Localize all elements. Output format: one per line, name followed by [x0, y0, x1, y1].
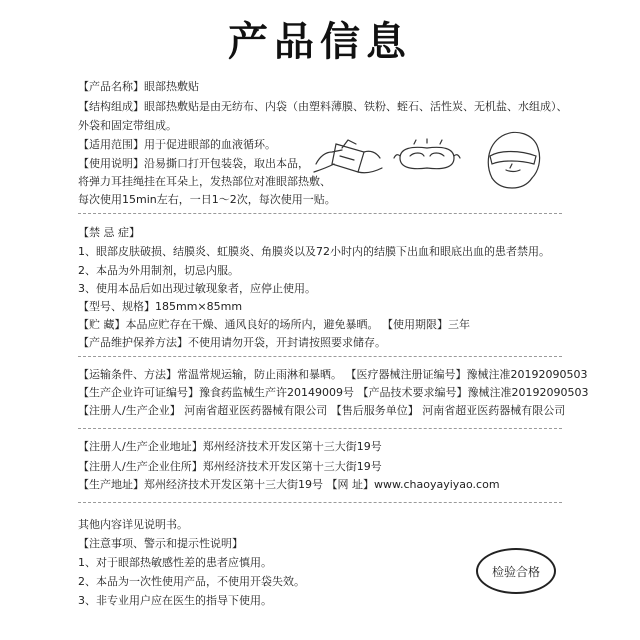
inspection-passed-stamp: 检验合格	[476, 548, 556, 594]
section-divider-2	[78, 356, 562, 357]
scope-line: 【适用范围】用于促进眼部的血液循环。	[78, 138, 276, 151]
production-address-line: 【生产地址】郑州经济技术开发区第十三大街19号 【网 址】www.chaoyayiyao.com	[78, 478, 500, 491]
model-spec-line: 【型号、规格】185mm×85mm	[78, 300, 243, 313]
transport-line: 【运输条件、方法】常温常规运输，防止雨淋和暴晒。 【医疗器械注册证编号】豫械注准20192090503	[78, 368, 588, 381]
usage-line-2: 将弹力耳挂绳挂在耳朵上，发热部位对准眼部热敷、	[78, 175, 331, 188]
hands-opening-pack-illustration	[312, 134, 384, 182]
page-title: 产品信息	[228, 19, 412, 65]
contraindication-item-1: 1、眼部皮肤破损、结膜炎、虹膜炎、角膜炎以及72小时内的结膜下出血和眼底出血的患者禁用。	[78, 245, 550, 258]
storage-line: 【贮 藏】本品应贮存在干燥、通风良好的场所内，避免暴晒。 【使用期限】三年	[78, 318, 470, 331]
registrant-residence-line: 【注册人/生产企业住所】郑州经济技术开发区第十三大街19号	[78, 460, 382, 473]
usage-line-1: 【使用说明】沿易撕口打开包装袋，取出本品，	[78, 157, 309, 170]
contraindications-heading: 【禁 忌 症】	[78, 226, 140, 239]
see-manual-line: 其他内容详见说明书。	[78, 518, 188, 531]
maintenance-line: 【产品维护保养方法】不使用请勿开袋，开封请按照要求储存。	[78, 336, 386, 349]
precaution-item-3: 3、非专业用户应在医生的指导下使用。	[78, 594, 272, 607]
person-wearing-eye-patch-illustration	[472, 126, 552, 190]
structure-line-1: 【结构组成】眼部热敷贴是由无纺布、内袋（由塑料薄膜、铁粉、蛭石、活性炭、无机盐、水组成）、	[78, 100, 568, 113]
registrant-line: 【注册人/生产企业】 河南省超亚医药器械有限公司 【售后服务单位】 河南省超亚医药器械有限公司	[78, 404, 566, 417]
structure-line-2: 外袋和固定带组成。	[78, 119, 177, 132]
precautions-heading: 【注意事项、警示和提示性说明】	[78, 537, 243, 550]
precaution-item-1: 1、对于眼部热敏感性差的患者应慎用。	[78, 556, 272, 569]
registrant-address-line: 【注册人/生产企业地址】郑州经济技术开发区第十三大街19号	[78, 440, 382, 453]
contraindication-item-3: 3、使用本品后如出现过敏现象者，应停止使用。	[78, 282, 316, 295]
precaution-item-2: 2、本品为一次性使用产品，不使用开袋失效。	[78, 575, 305, 588]
section-divider-4	[78, 502, 562, 503]
section-divider-1	[78, 213, 562, 214]
license-line: 【生产企业许可证编号】豫食药监械生产许20149009号 【产品技术要求编号】豫械注准20192090503	[78, 386, 589, 399]
contraindication-item-2: 2、本品为外用制剂，切忌内服。	[78, 264, 239, 277]
usage-line-3: 每次使用15min左右，一日1～2次，每次使用一贴。	[78, 193, 336, 206]
product-name-line: 【产品名称】眼部热敷贴	[78, 80, 199, 93]
section-divider-3	[78, 428, 562, 429]
heated-eye-patch-illustration	[392, 138, 462, 178]
